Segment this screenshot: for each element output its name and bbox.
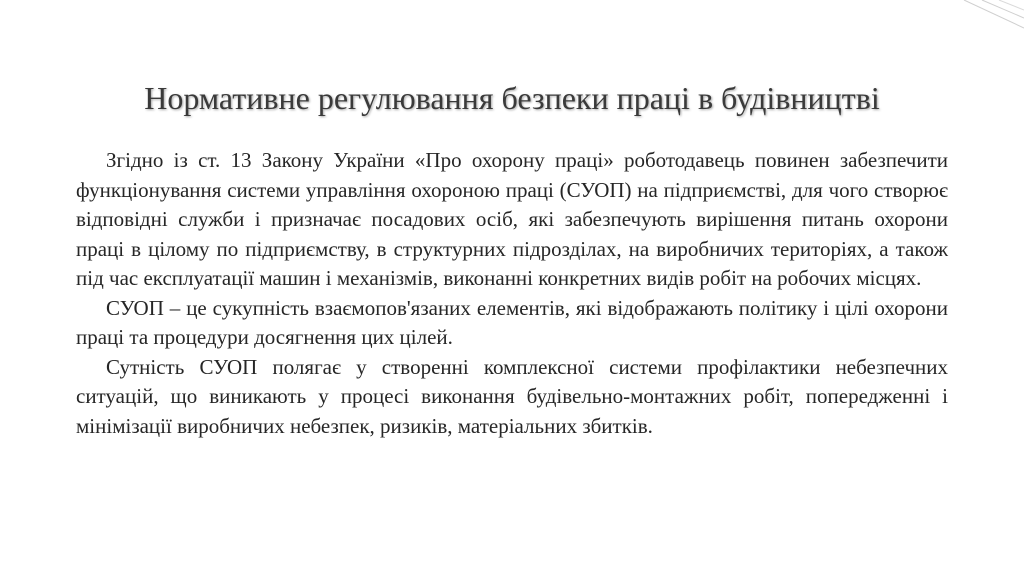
slide-title: Нормативне регулювання безпеки праці в будівництві xyxy=(144,80,880,116)
slide-body xyxy=(76,146,948,441)
paragraph-suop-definition: СУОП – це сукупність взаємопов'язаних елементів, які відображають політику і цілі охорони праці та процедури досягнення цих цілей. xyxy=(76,295,948,349)
paragraph-suop-essence: Сутність СУОП полягає у створенні комплексної системи профілактики небезпечних ситуацій, що виникають у процесі виконання будівельно-монтажних робіт, попередженні і мінімізації виробничих небезпек, ризиків, матеріальних збитків. xyxy=(76,354,948,438)
paragraph-suop-law: Згідно із ст. 13 Закону України «Про охорону праці» роботодавець повинен забезпечити функціонування системи управління охороною праці (СУОП) на підприємстві, для чого створює відповідні служби і призначає посадових осіб, які забезпечують вирішення питань охорони праці в цілому по підприємству, в структурних підрозділах, на виробничих територіях, а також під час експлуатації машин і механізмів, виконанні конкретних видів робіт на робочих місцях. xyxy=(76,148,948,290)
corner-decoration-icon xyxy=(944,0,1024,50)
